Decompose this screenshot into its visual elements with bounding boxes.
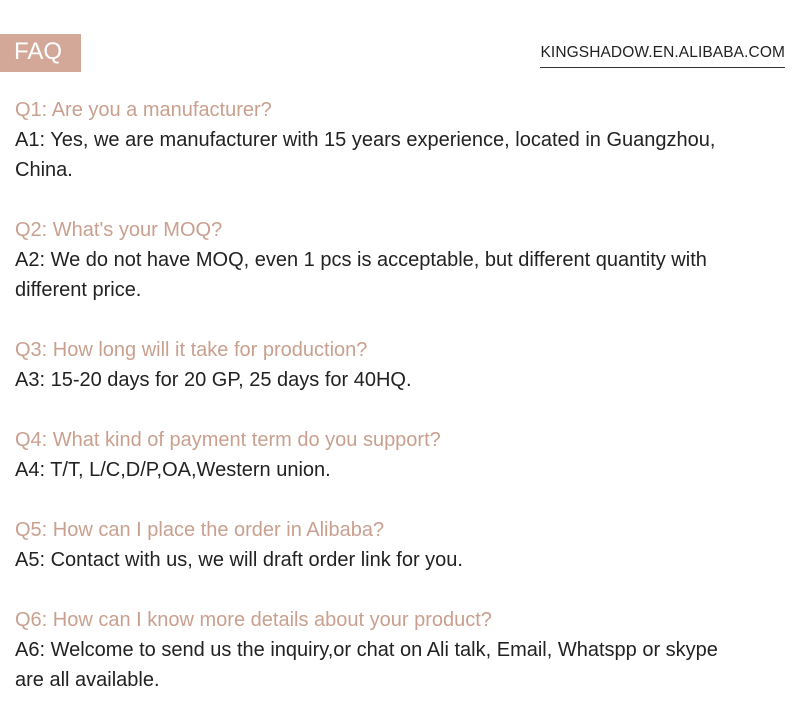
faq-answer: A3: 15-20 days for 20 GP, 25 days for 40HQ. bbox=[15, 369, 412, 391]
faq-answer: A2: We do not have MOQ, even 1 pcs is acceptable, but different quantity with different price. bbox=[15, 249, 707, 301]
faq-question: Q3: How long will it take for production? bbox=[15, 339, 368, 361]
faq-answer: A6: Welcome to send us the inquiry,or chat on Ali talk, Email, Whatspp or skype are all available. bbox=[15, 639, 718, 691]
faq-item bbox=[15, 95, 785, 185]
faq-item bbox=[15, 515, 785, 575]
faq-question: Q5: How can I place the order in Alibaba? bbox=[15, 519, 385, 541]
faq-item bbox=[15, 215, 785, 305]
faq-question: Q1: Are you a manufacturer? bbox=[15, 99, 272, 121]
faq-answer: A1: Yes, we are manufacturer with 15 years experience, located in Guangzhou, China. bbox=[15, 129, 716, 181]
faq-answer: A5: Contact with us, we will draft order link for you. bbox=[15, 549, 463, 571]
faq-question: Q2: What's your MOQ? bbox=[15, 219, 223, 241]
faq-item bbox=[15, 335, 785, 395]
faq-question: Q4: What kind of payment term do you support? bbox=[15, 429, 441, 451]
site-url-link[interactable]: KINGSHADOW.EN.ALIBABA.COM bbox=[540, 44, 785, 68]
faq-question: Q6: How can I know more details about your product? bbox=[15, 609, 492, 631]
faq-answer: A4: T/T, L/C,D/P,OA,Western union. bbox=[15, 459, 331, 481]
faq-badge: FAQ bbox=[0, 34, 81, 72]
faq-item bbox=[15, 605, 785, 695]
faq-list bbox=[15, 95, 785, 725]
faq-item bbox=[15, 425, 785, 485]
